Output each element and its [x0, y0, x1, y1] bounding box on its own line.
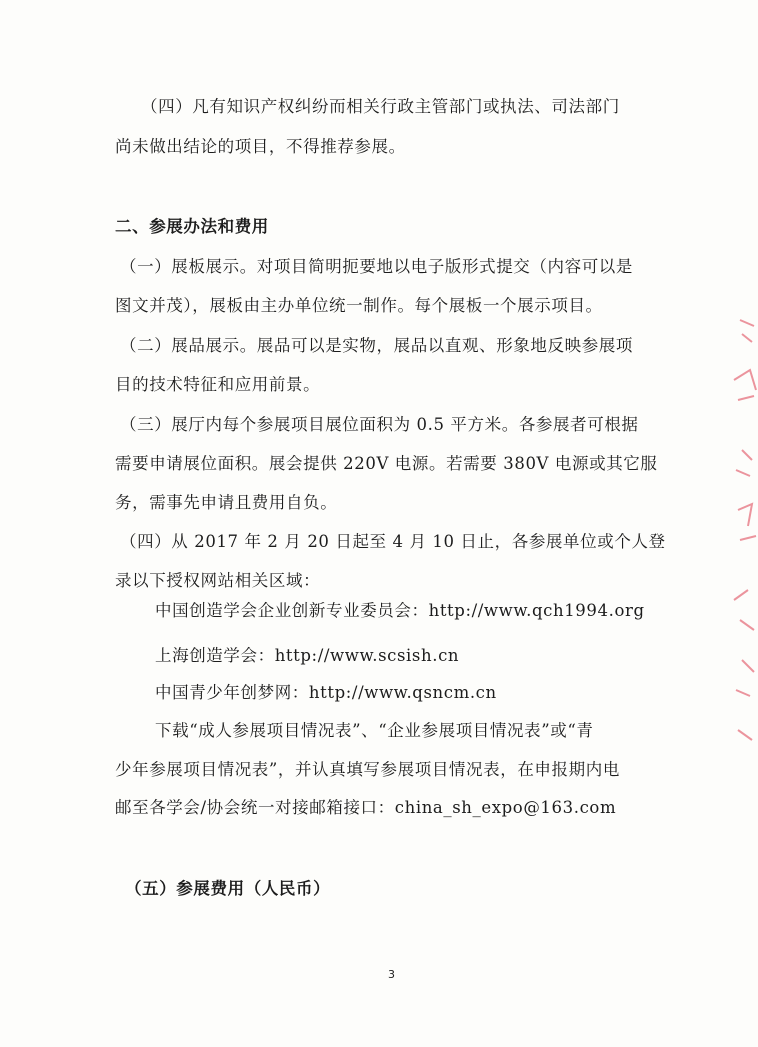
site-line-2: 上海创造学会：http://www.scsish.cn: [155, 646, 460, 665]
sub-2-line-2: 目的技术特征和应用前景。: [115, 375, 321, 394]
download-line-2: 少年参展项目情况表”，并认真填写参展项目情况表，在申报期内电: [115, 760, 620, 779]
red-stamp-edge: [728, 300, 758, 760]
sub-2-line-1: （二）展品展示。展品可以是实物，展品以直观、形象地反映参展项: [120, 336, 633, 355]
download-line-1: 下载“成人参展项目情况表”、“企业参展项目情况表”或“青: [155, 721, 594, 740]
site-line-1: 中国创造学会企业创新专业委员会：http://www.qch1994.org: [155, 601, 645, 620]
sub-1-line-2: 图文并茂），展板由主办单位统一制作。每个展板一个展示项目。: [115, 296, 603, 315]
sub-4-line-1: （四）从 2017 年 2 月 20 日起至 4 月 10 日止，各参展单位或个人登: [120, 532, 666, 551]
sub-4-line-2: 录以下授权网站相关区域：: [115, 571, 321, 590]
page-number: 3: [388, 968, 395, 981]
download-line-3: 邮至各学会/协会统一对接邮箱接口：china_sh_expo@163.com: [115, 798, 617, 817]
section-heading-5: （五）参展费用（人民币）: [125, 879, 331, 898]
sub-3-line-2: 需要申请展位面积。展会提供 220V 电源。若需要 380V 电源或其它服: [115, 454, 658, 473]
item-4-line-2: 尚未做出结论的项目，不得推荐参展。: [115, 137, 406, 156]
sub-1-line-1: （一）展板展示。对项目简明扼要地以电子版形式提交（内容可以是: [120, 257, 633, 276]
section-heading-2: 二、参展办法和费用: [115, 217, 269, 236]
site-line-3: 中国青少年创梦网：http://www.qsncm.cn: [155, 683, 497, 702]
item-4-line-1: （四）凡有知识产权纠纷而相关行政主管部门或执法、司法部门: [141, 97, 620, 116]
sub-3-line-1: （三）展厅内每个参展项目展位面积为 0.5 平方米。各参展者可根据: [120, 415, 639, 434]
sub-3-line-3: 务，需事先申请且费用自负。: [115, 493, 338, 512]
